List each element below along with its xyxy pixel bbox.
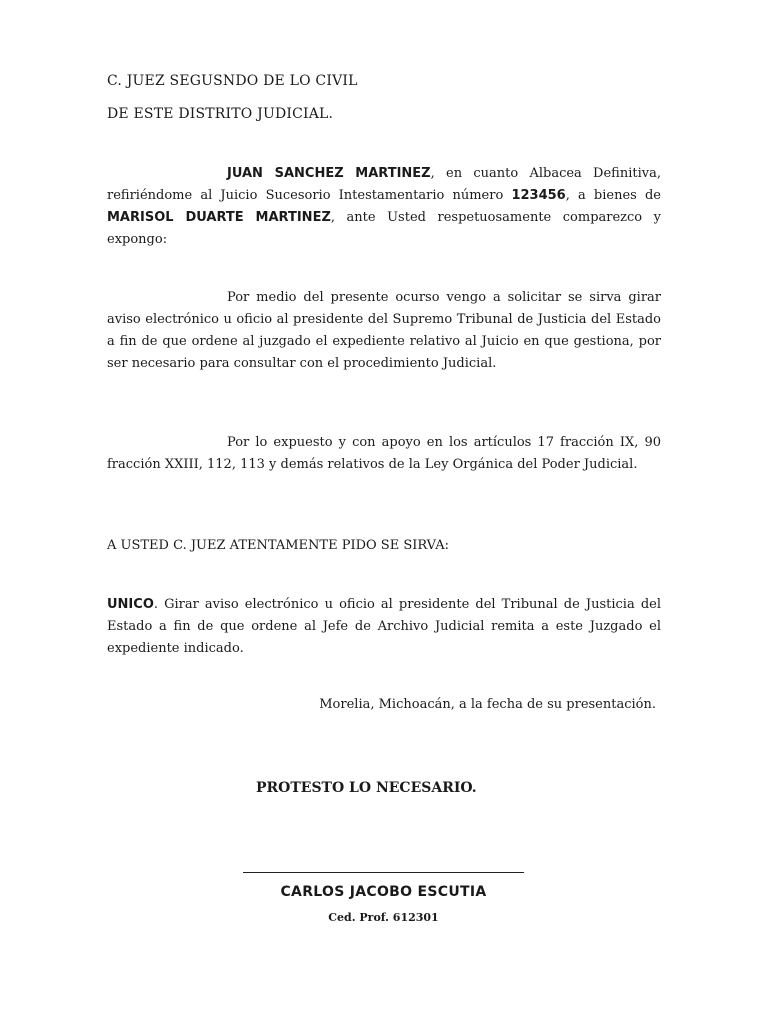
petition-heading: A USTED C. JUEZ ATENTAMENTE PIDO SE SIRVA: xyxy=(107,538,449,553)
place-date: Morelia, Michoacán, a la fecha de su presentación. xyxy=(319,697,656,712)
deceased-name: MARISOL DUARTE MARTINEZ xyxy=(107,210,331,225)
protesto-text: PROTESTO LO NECESARIO. xyxy=(256,780,477,796)
addressee-line-1: C. JUEZ SEGUSNDO DE LO CIVIL xyxy=(107,73,358,89)
signer-cedula: Ced. Prof. 612301 xyxy=(328,911,439,924)
intro-text-2: , a bienes de xyxy=(565,188,661,203)
intro-paragraph xyxy=(107,163,661,251)
legal-basis-paragraph: Por lo expuesto y con apoyo en los artículos 17 fracción IX, 90 fracción XXIII, 112, 113 y demás relativos de la Ley Orgánica del Poder Judicial. xyxy=(107,435,661,472)
intro-text-1: , en cuanto Albacea Definitiva, refiriéndome al Juicio Sucesorio Intestamentario número xyxy=(107,166,661,203)
unico-label: UNICO xyxy=(107,597,154,612)
intro-text-3: , ante Usted respetuosamente comparezco y expongo: xyxy=(107,210,661,247)
signer-name: CARLOS JACOBO ESCUTIA xyxy=(280,884,487,900)
case-number: 123456 xyxy=(511,188,566,203)
request-paragraph: Por medio del presente ocurso vengo a solicitar se sirva girar aviso electrónico u oficio al presidente del Supremo Tribunal de Justicia del Estado a fin de que ordene al juzgado el expediente relativo al Juicio en que gestiona, por ser necesario para consultar con el procedimiento Judicial. xyxy=(107,290,661,371)
addressee-line-2: DE ESTE DISTRITO JUDICIAL. xyxy=(107,106,334,122)
unico-text: . Girar aviso electrónico u oficio al presidente del Tribunal de Justicia del Estado a fin de que ordene al Jefe de Archivo Judicial remita a este Juzgado el expediente indicado. xyxy=(107,597,661,656)
unico-paragraph xyxy=(107,594,661,660)
signature-line xyxy=(243,872,524,873)
petitioner-name: JUAN SANCHEZ MARTINEZ xyxy=(227,166,431,181)
signer-block xyxy=(243,884,524,900)
